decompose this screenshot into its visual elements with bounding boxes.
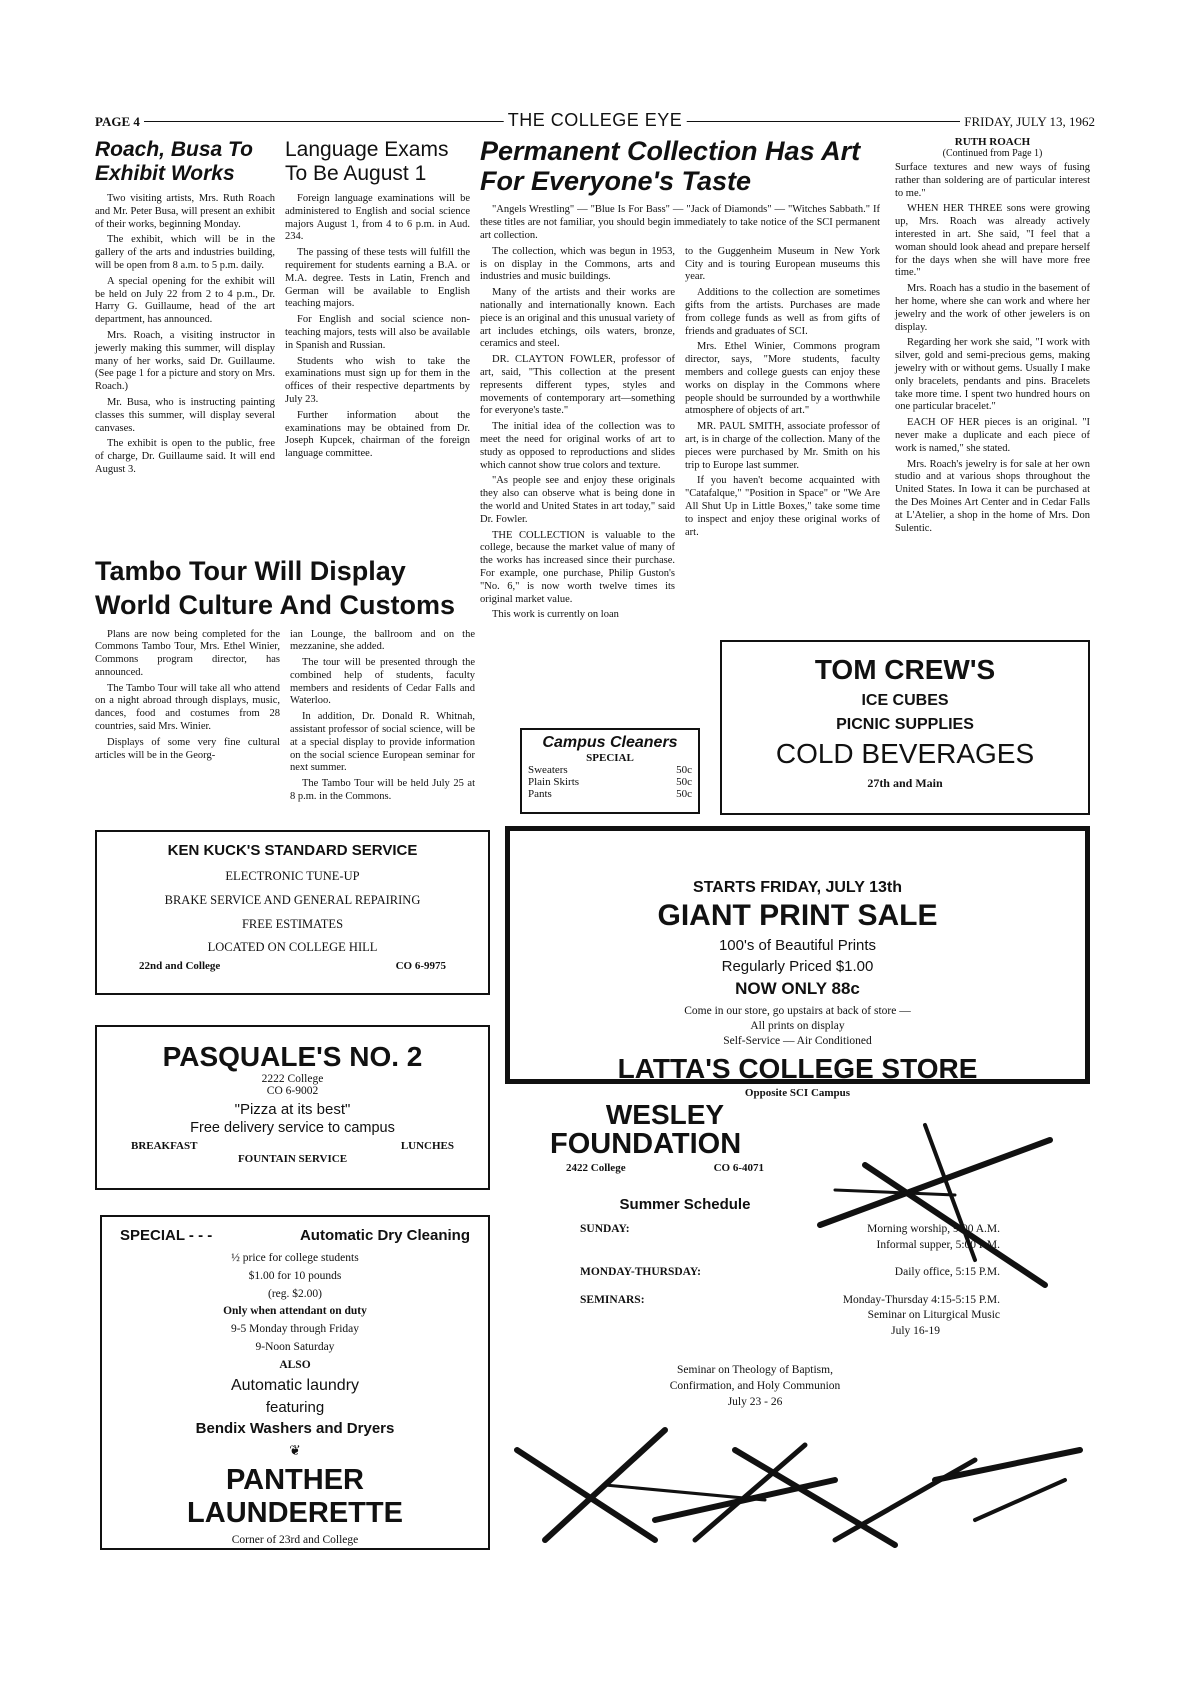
paragraph: Many of the artists and their works are nationally and internationally known. Each piece is an original and this unusual variety of art includes etchings, oils waters, bronze, ceramics and steel. bbox=[480, 287, 675, 350]
ad-line: PICNIC SUPPLIES bbox=[836, 716, 974, 733]
paragraph: A special opening for the exhibit will be held on July 22 from 2 to 4 p.m., Dr. Harry G. Guillaume, head of the art department, has announced. bbox=[95, 275, 275, 326]
ad-panther-launderette bbox=[100, 1215, 490, 1550]
ad-line: Self-Service — Air Conditioned bbox=[723, 1035, 872, 1047]
ad-title: Campus Cleaners bbox=[542, 734, 678, 751]
ad-line: ALSO bbox=[279, 1358, 311, 1371]
ad-tom-crews bbox=[720, 640, 1090, 815]
article-body bbox=[95, 193, 275, 477]
ad-line: $1.00 for 10 pounds bbox=[248, 1269, 342, 1282]
paragraph: For English and social science non-teaching majors, tests will also be available in Spanish and Russian. bbox=[285, 314, 470, 351]
schedule-value: July 16-19 bbox=[891, 1324, 940, 1337]
article-column bbox=[290, 629, 475, 807]
paragraph: Mrs. Roach's jewelry is for sale at her own studio and at various shops throughout the United States. In Iowa it can be purchased at the Des Moines Art Center and in Cedar Falls at L'Atelier, a shop in the home of Mrs. Don Sulentic. bbox=[895, 458, 1090, 534]
ad-line: FOUNTAIN SERVICE bbox=[237, 1153, 348, 1165]
schedule-value: Seminar on Theology of Baptism, bbox=[677, 1364, 833, 1376]
schedule-value: July 23 - 26 bbox=[727, 1396, 783, 1409]
price-item: Pants bbox=[528, 788, 552, 800]
ad-title: PASQUALE'S NO. 2 bbox=[162, 1041, 423, 1072]
paragraph: In addition, Dr. Donald R. Whitnah, assistant professor of social science, will be at a special display to provide information on the social science European seminar for next summer. bbox=[290, 711, 475, 774]
ad-line: BREAKFAST bbox=[131, 1140, 198, 1152]
ad-line: ICE CUBES bbox=[861, 692, 949, 709]
article-body bbox=[895, 162, 1090, 535]
ad-address: Opposite SCI Campus bbox=[744, 1087, 851, 1099]
paragraph: The initial idea of the collection was to meet the need for original works of art to study as opposed to reproductions and slides which cannot show true colors and texture. bbox=[480, 421, 675, 471]
paragraph: "Angels Wrestling" — "Blue Is For Bass" — "Jack of Diamonds" — "Witches Sabbath." If these titles are not familiar, you should begin immediately to take notice of the SCI permanent art collection. bbox=[480, 204, 880, 242]
paragraph: The Tambo Tour will take all who attend on a night abroad through displays, music, dances, food and costumes from 28 countries, said Mrs. Winier. bbox=[95, 682, 280, 733]
ad-title: TOM CREW'S bbox=[814, 654, 996, 685]
ad-lattas-college-store bbox=[505, 826, 1090, 1099]
ad-line: LUNCHES bbox=[400, 1140, 454, 1152]
ad-line: 9-Noon Saturday bbox=[255, 1341, 335, 1354]
article-body bbox=[285, 193, 470, 461]
article-column bbox=[480, 246, 675, 625]
ad-ken-kucks bbox=[95, 830, 490, 995]
schedule-value: Daily office, 5:15 P.M. bbox=[894, 1266, 1000, 1279]
price-row bbox=[528, 776, 692, 788]
ad-phone: CO 6-9975 bbox=[395, 960, 446, 972]
paragraph: The exhibit is open to the public, free of charge, Dr. Guillaume said. It will end August 3. bbox=[95, 438, 275, 475]
paragraph: The passing of these tests will fulfill the requirement for students earning a B.A. or M.A. degree. Tests in Latin, French and German will be available to English teaching majors. bbox=[285, 247, 470, 310]
ad-line: COLD BEVERAGES bbox=[775, 738, 1035, 769]
article-headline: Roach, Busa To Exhibit Works bbox=[95, 138, 253, 185]
ad-line: FREE ESTIMATES bbox=[241, 916, 344, 931]
ad-line: Only when attendant on duty bbox=[223, 1305, 367, 1318]
stick-stroke bbox=[935, 1450, 1080, 1480]
paragraph: If you haven't become acquainted with "Catafalque," "Position in Space" or "We Are All Shut Up in Little Boxes," take some time to inspect and enjoy these original works of art. bbox=[685, 475, 880, 538]
article-headline: Permanent Collection Has Art For Everyone's Taste bbox=[480, 136, 861, 197]
ad-phone: CO 6-9002 bbox=[266, 1085, 319, 1097]
paragraph: Foreign language examinations will be administered to English and social science majors August 1, from 4 to 6 p.m. in Aud. 234. bbox=[285, 193, 470, 243]
masthead bbox=[95, 112, 1095, 134]
ad-line: STARTS FRIDAY, JULY 13th bbox=[693, 879, 902, 896]
schedule-value: Informal supper, 5:00 P.M. bbox=[876, 1238, 1000, 1251]
ad-line: 9-5 Monday through Friday bbox=[230, 1323, 360, 1336]
ad-title: KEN KUCK'S STANDARD SERVICE bbox=[167, 842, 418, 859]
article-roach-busa bbox=[95, 138, 275, 480]
paragraph: to the Guggenheim Museum in New York City and is touring European museums this year. bbox=[685, 245, 880, 283]
ad-line: Come in our store, go upstairs at back of store — bbox=[684, 1005, 911, 1017]
ad-line: (reg. $2.00) bbox=[268, 1287, 322, 1300]
schedule-label: SEMINARS: bbox=[580, 1293, 645, 1306]
ad-address: Corner of 23rd and College bbox=[231, 1533, 359, 1546]
paragraph: EACH OF HER pieces is an original. "I never make a duplicate and each piece of work is named," she stated. bbox=[895, 417, 1090, 454]
ad-phone: CO 6-4071 bbox=[713, 1161, 764, 1174]
article-headline: Tambo Tour Will Display World Culture And Customs bbox=[95, 556, 455, 620]
paragraph: Mrs. Roach has a studio in the basement of her home, where she can work and where her jewelry and the work of other jewelers is on display. bbox=[895, 283, 1090, 333]
continued-note: (Continued from Page 1) bbox=[942, 148, 1043, 159]
paragraph: Surface textures and new ways of fusing rather than soldering are of particular interest to me." bbox=[895, 162, 1090, 199]
paragraph: Mrs. Roach, a visiting instructor in jewerly making this summer, will display many of her works, said Dr. Guillaume. (See page 1 for a picture and story on Mrs. Roach.) bbox=[95, 330, 275, 393]
price-item: Sweaters bbox=[528, 764, 568, 776]
paragraph: Students who wish to take the examinations must sign up for them in the offices of their respective departments by July 23. bbox=[285, 355, 470, 405]
paragraph: The exhibit, which will be in the gallery of the arts and industries building, will be open from 8 a.m. to 5 p.m. daily. bbox=[95, 234, 275, 272]
ad-line: Automatic Dry Cleaning bbox=[299, 1227, 470, 1244]
schedule-value: Morning worship, 9:00 A.M. bbox=[867, 1223, 1000, 1235]
article-ruth-roach bbox=[895, 136, 1090, 538]
article-column bbox=[95, 629, 280, 807]
ad-line: Free delivery service to campus bbox=[190, 1120, 395, 1136]
ad-line: Automatic laundry bbox=[230, 1376, 360, 1394]
paragraph: The Tambo Tour will be held July 25 at 8 p.m. in the Commons. bbox=[290, 778, 475, 803]
stick-stroke bbox=[517, 1450, 655, 1540]
ad-line: featuring bbox=[265, 1398, 325, 1416]
paragraph: "As people see and enjoy these originals they also can observe what is being done in the world and United States in art today," said Dr. Fowler. bbox=[480, 475, 675, 525]
price-row bbox=[528, 788, 692, 800]
ad-line: 100's of Beautiful Prints bbox=[718, 937, 877, 954]
ad-campus-cleaners bbox=[520, 728, 700, 814]
paragraph: Regarding her work she said, "I work with silver, gold and semi-precious gems, making jewelry with or without gems. Usually I make only bracelets, pendants and pins. Bracelets take more time. I spent two hundred hours on one particular bracelet." bbox=[895, 337, 1090, 413]
newspaper-title: THE COLLEGE EYE bbox=[504, 110, 687, 131]
paragraph: Additions to the collection are sometimes gifts from the artists. Purchases are made from college funds as well as from gifts of friends and graduates of SCI. bbox=[685, 287, 880, 337]
paragraph: ian Lounge, the ballroom and on the mezzanine, she added. bbox=[290, 628, 475, 653]
ad-address: 2422 College bbox=[566, 1161, 626, 1174]
ad-title: GIANT PRINT SALE bbox=[657, 899, 938, 932]
schedule-value: Monday-Thursday 4:15-5:15 P.M. bbox=[842, 1293, 1000, 1306]
paragraph: Further information about the examinations may be obtained from Dr. Joseph Kupcek, chairman of the foreign language committee. bbox=[285, 409, 470, 460]
paragraph: Mr. Busa, who is instructing painting classes this summer, will display several canvases. bbox=[95, 396, 275, 434]
price-item: Plain Skirts bbox=[528, 776, 580, 788]
article-tambo-tour bbox=[95, 555, 475, 807]
ad-subtitle: SPECIAL bbox=[586, 752, 634, 764]
price-value: 50c bbox=[676, 764, 692, 776]
ad-pasquales bbox=[95, 1025, 490, 1190]
stick-stroke bbox=[835, 1460, 975, 1540]
paragraph: Two visiting artists, Mrs. Ruth Roach and Mr. Peter Busa, will present an exhibit of their works, beginning Monday. bbox=[95, 193, 275, 230]
schedule-title: Summer Schedule bbox=[619, 1196, 751, 1213]
schedule-value: Seminar on Liturgical Music bbox=[867, 1309, 1000, 1322]
ad-line: Bendix Washers and Dryers bbox=[195, 1419, 395, 1437]
stick-stroke bbox=[605, 1485, 765, 1500]
ad-slogan: "Pizza at its best" bbox=[234, 1101, 351, 1118]
ad-address: 22nd and College bbox=[139, 960, 221, 972]
issue-date: FRIDAY, JULY 13, 1962 bbox=[960, 114, 1095, 130]
paragraph: The tour will be presented through the combined help of students, faculty members and residents of Cedar Falls and Waterloo. bbox=[290, 657, 475, 707]
schedule-label: MONDAY-THURSDAY: bbox=[580, 1266, 701, 1279]
ad-line: LOCATED ON COLLEGE HILL bbox=[207, 940, 378, 955]
ad-line: SPECIAL - - - bbox=[120, 1227, 213, 1244]
ad-line: ½ price for college students bbox=[231, 1252, 359, 1264]
ad-title: FOUNDATION bbox=[550, 1128, 742, 1161]
article-column bbox=[685, 246, 880, 625]
price-value: 50c bbox=[676, 776, 692, 788]
paragraph: THE COLLECTION is valuable to the college, because the market value of many of the works has increased since their purchase. For example, one purchase, Philip Guston's "No. 6," is now worth twelve times its original market value. bbox=[480, 529, 675, 605]
paragraph: Mrs. Ethel Winier, Commons program director, says, "More students, faculty members and college guests can enjoy these works on display in the Commons where people should be surrounded by a worthwhile atmosphere of objects of art." bbox=[685, 341, 880, 417]
ad-address: 27th and Main bbox=[867, 776, 943, 790]
ad-line: All prints on display bbox=[750, 1020, 845, 1032]
article-headline: RUTH ROACH bbox=[954, 136, 1031, 148]
paragraph: DR. CLAYTON FOWLER, professor of art, said, "This collection at the present represents different types, styles and movements of contemporary art—something for everyone's taste." bbox=[480, 354, 675, 417]
ad-line: Regularly Priced $1.00 bbox=[721, 958, 874, 975]
paragraph: Plans are now being completed for the Commons Tambo Tour, Mrs. Ethel Winier, Commons program director, has announced. bbox=[95, 628, 280, 678]
ad-store-name: LATTA'S COLLEGE STORE bbox=[617, 1053, 978, 1084]
page-number: PAGE 4 bbox=[95, 114, 144, 130]
ad-wesley-foundation bbox=[505, 1100, 1095, 1570]
price-row bbox=[528, 764, 692, 776]
schedule-value: Confirmation, and Holy Communion bbox=[669, 1380, 841, 1393]
stick-stroke bbox=[975, 1480, 1065, 1520]
ad-line: BRAKE SERVICE AND GENERAL REPAIRING bbox=[164, 892, 421, 907]
paragraph: This work is currently on loan bbox=[492, 609, 619, 621]
paragraph: Displays of some very fine cultural articles will be in the Georg- bbox=[95, 736, 280, 761]
article-language-exams bbox=[285, 138, 470, 464]
ad-line: NOW ONLY 88c bbox=[735, 979, 860, 998]
price-value: 50c bbox=[676, 788, 692, 800]
ad-title: WESLEY bbox=[605, 1099, 725, 1130]
article-lead bbox=[480, 204, 880, 242]
paragraph: WHEN HER THREE sons were growing up, Mrs. Roach was already actively interested in art. She said, "I feel that a woman should look ahead and prepare herself for the days when she will have more free time." bbox=[895, 203, 1090, 279]
ad-address: 2222 College bbox=[261, 1073, 324, 1085]
ornament-icon: ❦ bbox=[289, 1443, 301, 1459]
schedule-label: SUNDAY: bbox=[580, 1223, 630, 1235]
article-permanent-collection bbox=[480, 136, 880, 625]
article-headline: Language Exams To Be August 1 bbox=[285, 138, 449, 185]
ad-title: PANTHER LAUNDERETTE bbox=[187, 1463, 403, 1529]
paragraph: MR. PAUL SMITH, associate professor of art, is in charge of the collection. Many of the pieces were purchased by Mr. Smith on his trip to Europe last summer. bbox=[685, 421, 880, 471]
ad-line: ELECTRONIC TUNE-UP bbox=[225, 869, 360, 883]
paragraph: The collection, which was begun in 1953, is on display in the Commons, arts and industries and music buildings. bbox=[480, 245, 675, 283]
